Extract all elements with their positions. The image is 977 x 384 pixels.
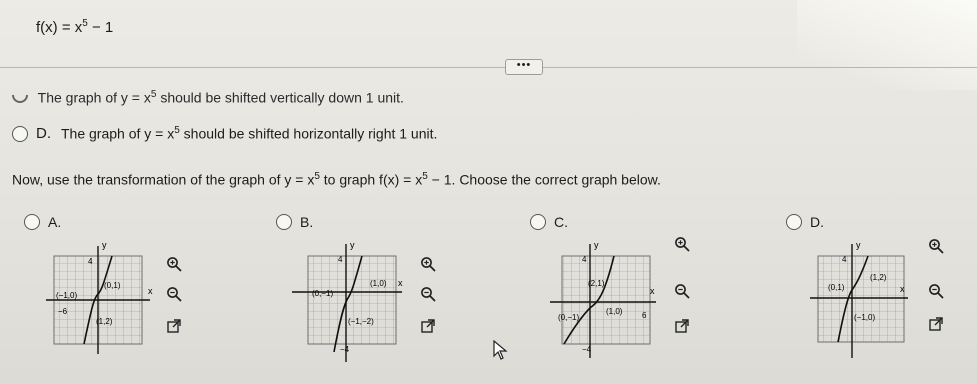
expand-icon[interactable]: [420, 318, 436, 334]
radio-option-d-statement[interactable]: [12, 126, 28, 142]
point-label: (1,2): [96, 317, 113, 326]
y-axis-label: y: [350, 240, 355, 250]
graph-b: [290, 240, 405, 365]
expand-icon[interactable]: [928, 316, 944, 332]
tick-top: 4: [88, 257, 93, 266]
point-label: (0,1): [828, 283, 845, 292]
graph-d: [808, 240, 912, 360]
zoom-out-icon[interactable]: [674, 283, 690, 299]
x-axis-label: x: [650, 286, 655, 296]
function-title: $f(x) = x^5 - 1$: [36, 18, 114, 36]
tick-top: 4: [582, 255, 587, 264]
screen-glare: [797, 0, 977, 90]
choice-b[interactable]: B.: [276, 214, 313, 230]
y-axis-label: y: [856, 240, 861, 250]
graph-c: [548, 240, 660, 360]
point-label: (0,−1): [558, 313, 580, 322]
zoom-in-icon[interactable]: [420, 256, 436, 272]
zoom-in-icon[interactable]: [674, 236, 690, 252]
zoom-out-icon[interactable]: [166, 286, 182, 302]
point-label: (−1,0): [854, 313, 876, 322]
zoom-out-icon[interactable]: [420, 286, 436, 302]
tick-right: 6: [642, 311, 647, 320]
choice-d[interactable]: D.: [786, 214, 824, 230]
zoom-out-icon[interactable]: [928, 283, 944, 299]
option-c-partial[interactable]: The graph of $y = x^5$ should be shifted vertically down 1 unit.: [12, 89, 404, 106]
point-label: (0,1): [104, 281, 121, 290]
y-axis-label: y: [102, 240, 107, 250]
point-label: (2,1): [588, 279, 605, 288]
choice-c[interactable]: C.: [530, 214, 568, 230]
radio-partial-icon: [12, 95, 28, 103]
radio-choice-c[interactable]: [530, 214, 546, 230]
radio-choice-a[interactable]: [24, 214, 40, 230]
radio-choice-d[interactable]: [786, 214, 802, 230]
tick-left: −6: [58, 307, 68, 316]
tick-top: 4: [338, 255, 343, 264]
point-label: (−1,0): [56, 291, 78, 300]
option-d-statement[interactable]: D. The graph of $y = x^5$ should be shifted horizontally right 1 unit.: [12, 125, 437, 142]
question-text: Now, use the transformation of the graph of $y = x^5$ to graph $f(x) = x^5 - 1$. Choose the correct graph below.: [12, 171, 661, 188]
divider: [0, 67, 977, 68]
tick-bottom: −4: [582, 345, 592, 354]
more-button[interactable]: •••: [505, 59, 543, 75]
radio-choice-b[interactable]: [276, 214, 292, 230]
zoom-in-icon[interactable]: [928, 238, 944, 254]
x-axis-label: x: [900, 284, 905, 294]
point-label: (1,0): [606, 307, 623, 316]
point-label: (−1,−2): [348, 317, 374, 326]
x-axis-label: x: [398, 278, 403, 288]
tick-top: 4: [842, 255, 847, 264]
choice-a[interactable]: A.: [24, 214, 61, 230]
point-label: (1,2): [870, 273, 887, 282]
point-label: (0,−1): [312, 289, 334, 298]
zoom-in-icon[interactable]: [166, 256, 182, 272]
cursor-icon: [492, 340, 508, 360]
point-label: (1,0): [370, 279, 387, 288]
y-axis-label: y: [594, 240, 599, 250]
tick-bottom: −4: [340, 345, 350, 354]
expand-icon[interactable]: [674, 318, 690, 334]
x-axis-label: x: [148, 286, 153, 296]
graph-a: [44, 240, 154, 360]
expand-icon[interactable]: [166, 318, 182, 334]
